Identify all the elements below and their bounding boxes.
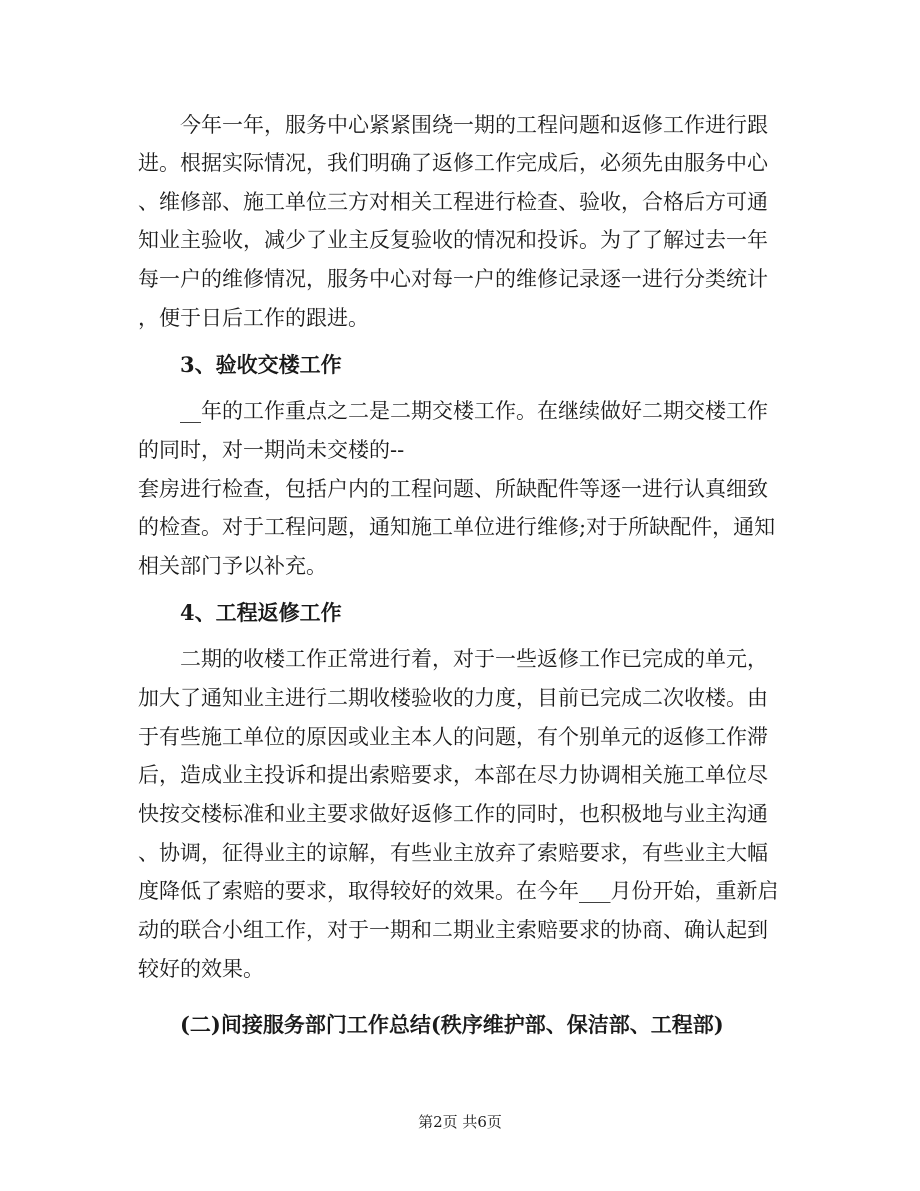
paragraph-line: 度降低了索赔的要求，取得较好的效果。在今年___月份开始，重新启 — [138, 879, 779, 903]
paragraph-line: 快按交楼标准和业主要求做好返修工作的同时，也积极地与业主沟通 — [138, 802, 768, 826]
paragraph-line: 于有些施工单位的原因或业主本人的问题，有个别单元的返修工作滞 — [138, 725, 768, 749]
page-number: 第2页 共6页 — [418, 1113, 502, 1131]
paragraph-line: 、维修部、施工单位三方对相关工程进行检查、验收，合格后方可通 — [138, 190, 768, 214]
paragraph-line: 的同时，对一期尚未交楼的-- — [138, 438, 405, 462]
paragraph-line: 今年一年，服务中心紧紧围绕一期的工程问题和返修工作进行跟 — [180, 113, 768, 137]
section-heading-indirect-services: (二)间接服务部门工作总结(秩序维护部、保洁部、工程部) — [180, 1012, 724, 1037]
paragraph-line: 较好的效果。 — [138, 957, 264, 981]
paragraph-line: 进。根据实际情况，我们明确了返修工作完成后，必须先由服务中心 — [138, 151, 768, 175]
paragraph-line: 相关部门予以补充。 — [138, 554, 327, 578]
paragraph-line: 动的联合小组工作，对于一期和二期业主索赔要求的协商、确认起到 — [138, 918, 768, 942]
paragraph-line: __年的工作重点之二是二期交楼工作。在继续做好二期交楼工作 — [180, 399, 768, 423]
section-heading-4: 4、工程返修工作 — [180, 600, 342, 625]
paragraph-line: 加大了通知业主进行二期收楼验收的力度，目前已完成二次收楼。由 — [138, 686, 768, 710]
paragraph-line: 每一户的维修情况，服务中心对每一户的维修记录逐一进行分类统计 — [138, 267, 768, 291]
paragraph-line: 知业主验收，减少了业主反复验收的情况和投诉。为了了解过去一年 — [138, 228, 768, 252]
paragraph-line: 、协调，征得业主的谅解，有些业主放弃了索赔要求，有些业主大幅 — [138, 841, 768, 865]
paragraph-line: 的检查。对于工程问题，通知施工单位进行维修;对于所缺配件，通知 — [138, 515, 776, 539]
paragraph-line: 后，造成业主投诉和提出索赔要求，本部在尽力协调相关施工单位尽 — [138, 763, 768, 787]
paragraph-line: 套房进行检查，包括户内的工程问题、所缺配件等逐一进行认真细致 — [138, 477, 768, 501]
paragraph-line: 二期的收楼工作正常进行着，对于一些返修工作已完成的单元， — [180, 647, 768, 671]
section-heading-3: 3、验收交楼工作 — [180, 352, 342, 377]
paragraph-line: ，便于日后工作的跟进。 — [138, 306, 369, 330]
